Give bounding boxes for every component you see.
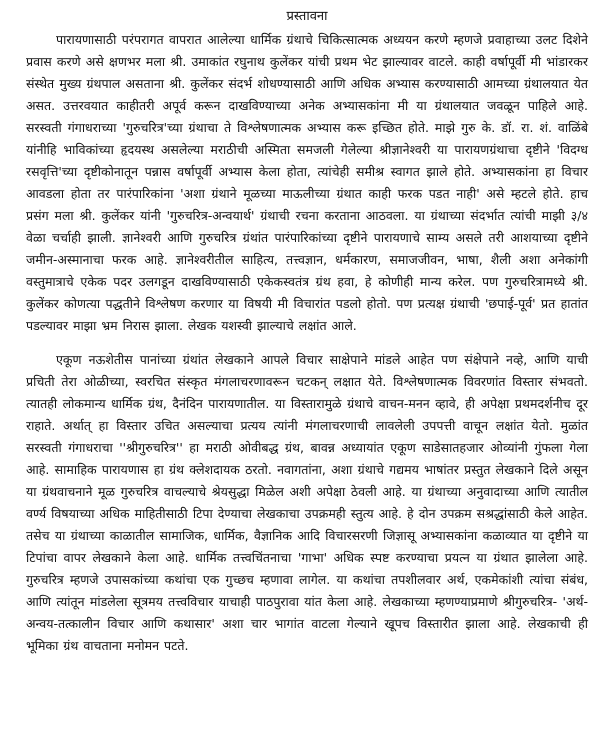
page-title: प्रस्तावना <box>286 9 328 24</box>
paragraph-1: पारायणासाठी परंपरागत वापरात आलेल्या धार्मिक ग्रंथाचे चिकित्सात्मक अध्ययन करणे म्हणजे प्रवाहाच्या उलट दिशेने प्रवास करणे असे क्षणभर मला श्री. उमाकांत रघुनाथ कुलेंकर यांची प्रथम भेट झाल्यावर वाटले. काही वर्षापूर्वी मी भांडारकर संस्थेत मुख्य ग्रंथपाल असताना श्री. कुलेंकर संदर्भ शोधण्यासाठी आणि अधिक अभ्यास करण्यासाठी आमच्या ग्रंथालयात येत असत. उत्तरवयात काहीतरी अपूर्व करून दाखविण्याच्या अनेक अभ्यासकांना मी या ग्रंथालयात जवळून पाहिले आहे. सरस्वती गंगाधराच्या 'गुरुचरित्र'च्या ग्रंथाचा ते विश्लेषणात्मक अभ्यास करू इच्छित होते. माझे गुरु के. डॉ. रा. शं. वाळिंबे यांनीहि भाविकांच्या हृदयस्थ असलेल्या मराठीची अस्मिता समजली गेलेल्या श्रीज्ञानेश्वरी या पारायणग्रंथाचा दृष्टीने 'विदग्ध रसवृत्ति'च्या दृष्टीकोनातून पन्नास वर्षापूर्वी अभ्यास केला होता, त्यांचेही समीश्र स्वागत झाले होते. अभ्यासकांना हा विचार आवडला होता तर पारंपारिकांना 'अशा ग्रंथाने मूळच्या माऊलीच्या ग्रंथात काही फरक पडत नाही' असे म्हटले होते. हाच प्रसंग मला श्री. कुलेंकर यांनी 'गुरुचरित्र-अन्वयार्थ' ग्रंथाची रचना करताना आठवला. या ग्रंथाच्या संदर्भात त्यांची माझी ३/४ वेळा चर्चाही झाली. ज्ञानेश्वरी आणि गुरुचरित्र ग्रंथांत पारंपारिकांच्या दृष्टीने पारायणाचे साम्य असले तरी आशयाच्या दृष्टीने जमीन-अस्मानाचा फरक आहे. ज्ञानेश्वरीतील साहित्य, तत्त्वज्ञान, धर्मकारण, समाजजीवन, भाषा, शैली अशा अनेकांगी वस्तुमात्राचे एकेक पदर उलगडून दाखविण्यासाठी एकेकस्वतंत्र ग्रंथ हवा, हे कोणीही मान्य करेल. पण गुरुचरित्रामध्ये श्री. कुलेंकर कोणत्या पद्धतीने विश्लेषण करणार या विषयी मी विचारांत पडलो होतो. पण प्रत्यक्ष ग्रंथाची 'छपाई-पूर्व' प्रत हातांत पडल्यावर माझा भ्रम निरास झाला. लेखक यशस्वी झाल्याचे लक्षांत आले. <box>26 32 588 333</box>
paragraph-2: एकूण नऊशेतीस पानांच्या ग्रंथांत लेखकाने आपले विचार साक्षेपाने मांडले आहेत पण संक्षेपाने नव्हे, आणि याची प्रचिती तेरा ओळीच्या, स्वरचित संस्कृत मंगलाचरणावरून चटकन् लक्षात येते. विश्लेषणात्मक विवरणांत विस्तार संभवतो. त्यातही लोकमान्य धार्मिक ग्रंथ, दैनंदिन पारायणातील. या विस्तारामुळे ग्रंथाचे वाचन-मनन व्हावे, ही अपेक्षा प्रथमदर्शनीच दूर राहाते. अर्थात् हा विस्तार उचित असल्याचा प्रत्यय त्यांनी मंगलाचरणाची लावलेली उपपत्ती वाचून लक्षांत येतो. मुळांत सरस्वती गंगाधराचा ''श्रीगुरुचरित्र'' हा मराठी ओवीबद्ध ग्रंथ, बावन्न अध्यायांत एकूण साडेसातहजार ओव्यांनी गुंफला गेला आहे. सामाहिक पारायणास हा ग्रंथ क्लेशदायक ठरतो. नवागतांना, अशा ग्रंथाचे गद्यमय भाषांतर प्रस्तुत लेखकाने दिले असून या ग्रंथवाचनाने मूळ गुरुचरित्र वाचल्याचे श्रेयसुद्धा मिळेल अशी अपेक्षा ठेवली आहे. या ग्रंथाच्या अनुवादाच्या आणि त्यातील वर्ण्य विषयाच्या अधिक माहितीसाठी टिपा देण्याचा लेखकाचा उपक्रमही स्तुत्य आहे. हे दोन उपक्रम सश्रद्धांसाठी केले आहेत. तसेच या ग्रंथाच्या काळातील सामाजिक, धार्मिक, वैज्ञानिक आदि विचारसरणी जिज्ञासू अभ्यासकांना कळाव्यात या दृष्टीने या टिपांचा वापर लेखकाने केला आहे. धार्मिक तत्त्वचिंतनाचा 'गाभा' अधिक स्पष्ट करण्याचा प्रयत्न या ग्रंथात झालेला आहे. गुरुचरित्र म्हणजे उपासकांच्या कथांचा एक गुच्छच म्हणावा लागेल. या कथांचा तपशीलवार अर्थ, एकमेकांशी त्यांचा संबंध, आणि त्यांतून मांडलेला सूत्रमय तत्त्वविचार याचाही पाठपुरावा यांत केला आहे. लेखकाच्या म्हणण्याप्रमाणे श्रीगुरुचरित्र- 'अर्थ-अन्वय-तत्कालीन विचार आणि कथासार' अशा चार भागांत वाटला गेल्याने खूपच विस्तारीत झाला आहे. लेखकाची ही भूमिका ग्रंथ वाचताना मनोमन पटते. <box>26 352 588 653</box>
